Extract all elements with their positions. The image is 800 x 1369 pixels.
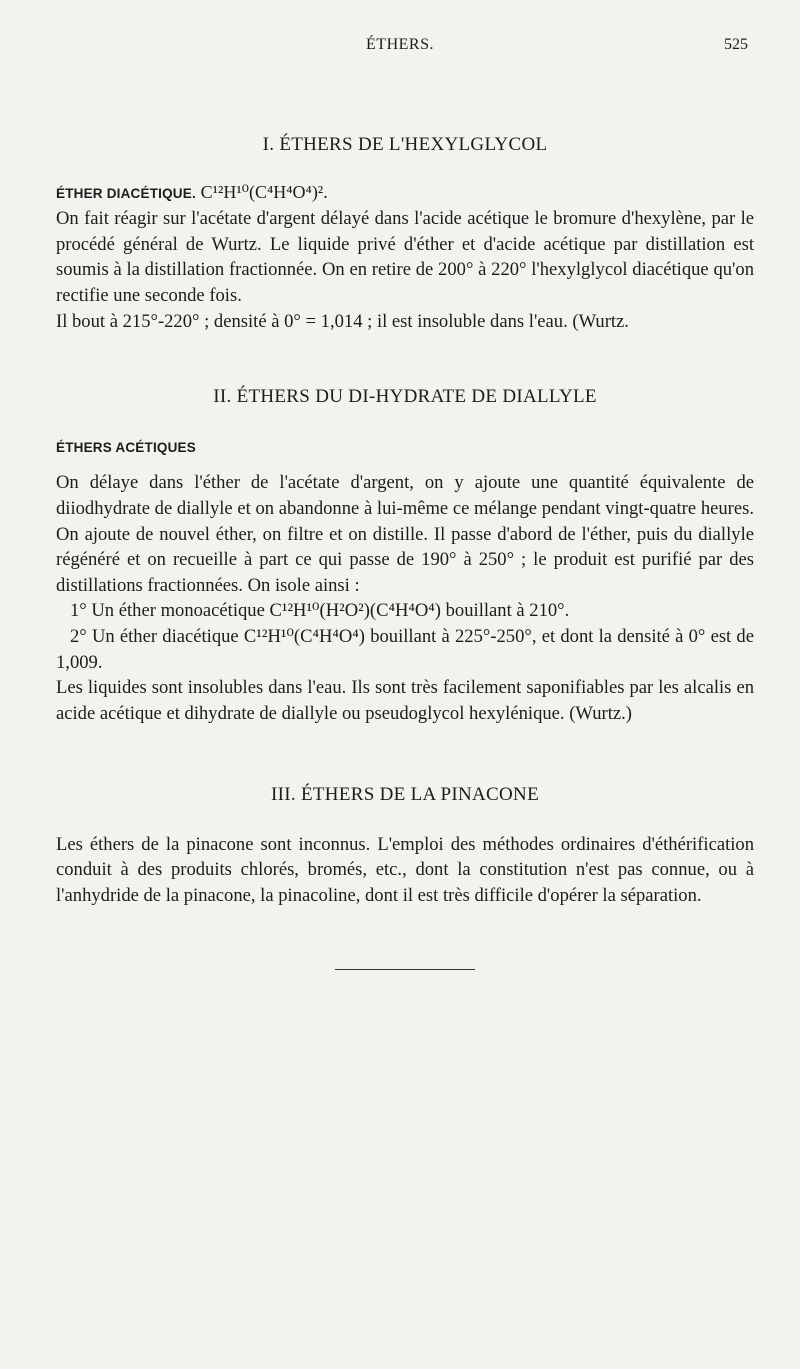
section-diallyle-body: [56, 434, 754, 727]
formula-ether-diacetique: C¹²H¹⁰(C⁴H⁴O⁴)².: [200, 181, 328, 202]
paragraph: [56, 180, 754, 207]
section-title-diallyle: II. ÉTHERS DU DI-HYDRATE DE DIALLYLE: [213, 386, 597, 408]
section-pinacone-body: [56, 832, 754, 909]
list-item: 1° Un éther monoacétique C¹²H¹⁰(H²O²)(C⁴H⁴O⁴) bouillant à 210°.: [70, 600, 570, 622]
paragraph: On fait réagir sur l'acétate d'argent délayé dans l'acide acétique le bromure d'hexylène, par le procédé général de Wurtz. Le liquide privé d'éther et d'acide acétique par distillation est soumis à la distillation fractionnée. On en retire de 200° à 220° l'hexylglycol diacétique qu'on rectifie une seconde fois.: [56, 208, 754, 306]
list-item: 2° Un éther diacétique C¹²H¹⁰(C⁴H⁴O⁴) bouillant à 225°-250°, et dont la densité à 0° est de 1,009.: [56, 625, 754, 673]
section-title-pinacone: III. ÉTHERS DE LA PINACONE: [271, 784, 539, 806]
subheading-ethers-acetiques: ÉTHERS ACÉTIQUES: [56, 439, 196, 455]
section-title-hexylglycol: I. ÉTHERS DE L'HEXYLGLYCOL: [262, 134, 548, 155]
page-content: [56, 132, 754, 970]
paragraph: On délaye dans l'éther de l'acétate d'argent, on y ajoute une quantité équivalente de diiodhydrate de diallyle et on abandonne à lui-même ce mélange pendant vingt-quatre heures. On ajoute de nouvel éther, on filtre et on distille. Il passe d'abord de l'éther, puis du diallyle régénéré et on recueille à part ce qui passe de 190° à 250° ; le produit est purifié par des distillations fractionnées. On isole ainsi :: [56, 472, 754, 596]
running-header: [0, 36, 800, 60]
section-hexylglycol-body: [56, 180, 754, 335]
paragraph: Il bout à 215°-220° ; densité à 0° = 1,014 ; il est insoluble dans l'eau. (Wurtz.: [56, 310, 629, 332]
page-number: 525: [724, 36, 748, 53]
paragraph: Les liquides sont insolubles dans l'eau. Ils sont très facilement saponifiables par les alcalis en acide acétique et dihydrate de diallyle ou pseudoglycol hexylénique. (Wurtz.): [56, 677, 754, 724]
running-title: ÉTHERS.: [366, 36, 434, 53]
subheading-ether-diacetique: ÉTHER DIACÉTIQUE.: [56, 185, 196, 201]
end-rule: [335, 969, 475, 970]
paragraph: [56, 434, 754, 461]
paragraph: Les éthers de la pinacone sont inconnus. L'emploi des méthodes ordinaires d'éthérification conduit à des produits chlorés, bromés, etc., dont la constitution n'est pas connue, ou à l'anhydride de la pinacone, la pinacoline, dont il est très difficile d'opérer la séparation.: [56, 833, 754, 907]
